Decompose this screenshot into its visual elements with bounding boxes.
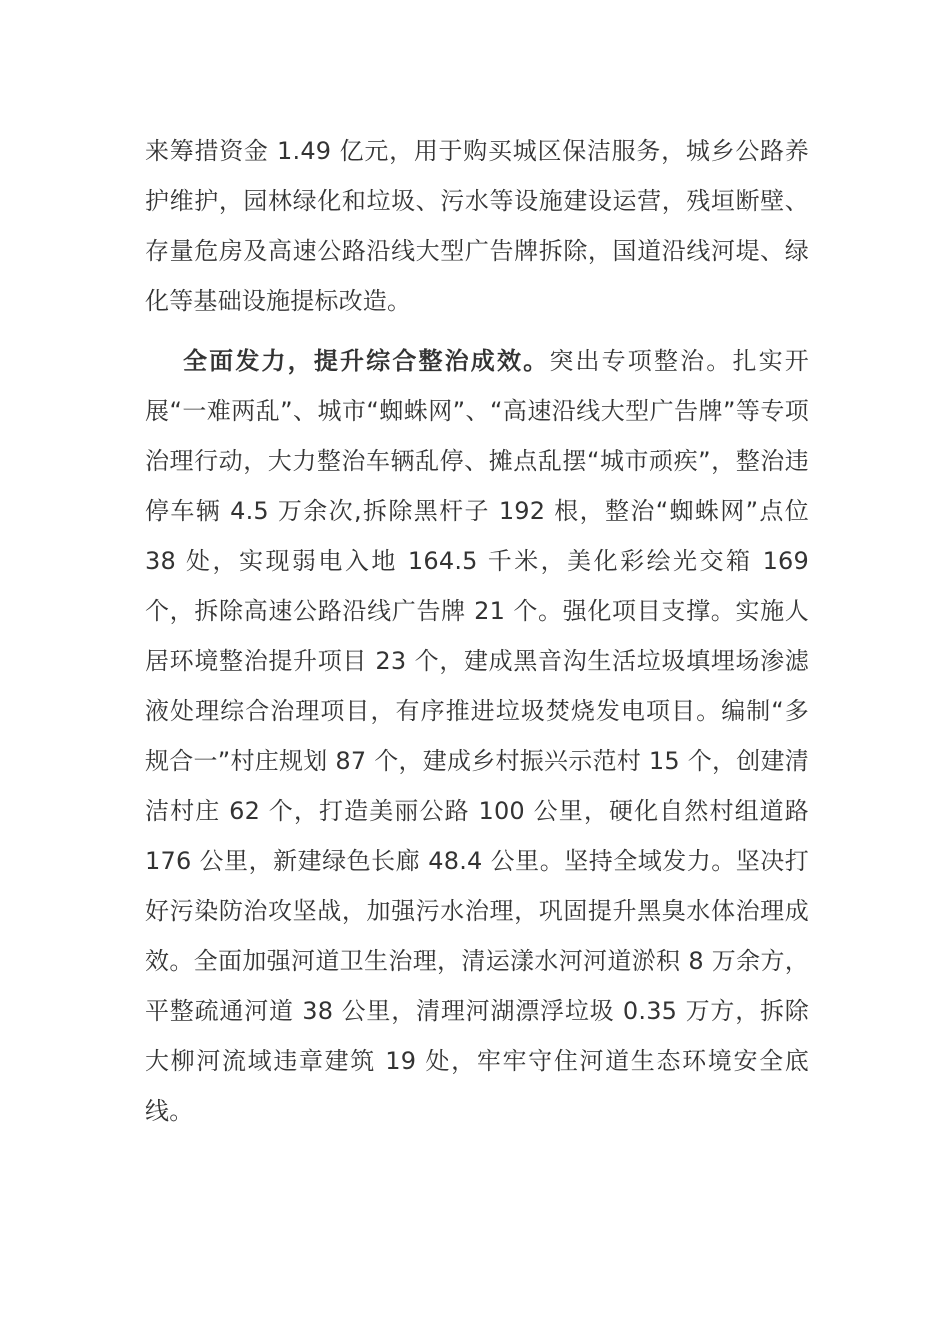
paragraph-2-heading: 全面发力，提升综合整治成效。 [183, 347, 550, 375]
paragraph-1-text: 来筹措资金 1.49 亿元，用于购买城区保洁服务，城乡公路养护维护，园林绿化和垃圾、污水等设施建设运营，残垣断壁、存量危房及高速公路沿线大型广告牌拆除，国道沿线河堤、绿化等基础设施提标改造。 [145, 137, 809, 315]
paragraph-2-body: 突出专项整治。扎实开展“一难两乱”、城市“蜘蛛网”、“高速沿线大型广告牌”等专项治理行动，大力整治车辆乱停、摊点乱摆“城市顽疾”，整治违停车辆 4.5 万余次,拆除黑杆子 192 根，整治“蜘蛛网”点位 38 处，实现弱电入地 164.5 千米，美化彩绘光交箱 169 个，拆除高速公路沿线广告牌 21 个。强化项目支撑。实施人居环境整治提升项目 23 个，建成黑音沟生活垃圾填埋场渗滤液处理综合治理项目，有序推进垃圾焚烧发电项目。编制“多规合一”村庄规划 87 个，建成乡村振兴示范村 15 个，创建清洁村庄 62 个，打造美丽公路 100 公里，硬化自然村组道路 176 公里，新建绿色长廊 48.4 公里。坚持全域发力。坚决打好污染防治攻坚战，加强污水治理，巩固提升黑臭水体治理成效。全面加强河道卫生治理，清运漾水河河道淤积 8 万余方，平整疏通河道 38 公里，清理河湖漂浮垃圾 0.35 万方，拆除大柳河流域违章建筑 19 处，牢牢守住河道生态环境安全底线。 [145, 347, 809, 1125]
paragraph-1 [145, 126, 809, 326]
paragraph-2 [145, 336, 809, 1136]
document-body [145, 126, 809, 1136]
